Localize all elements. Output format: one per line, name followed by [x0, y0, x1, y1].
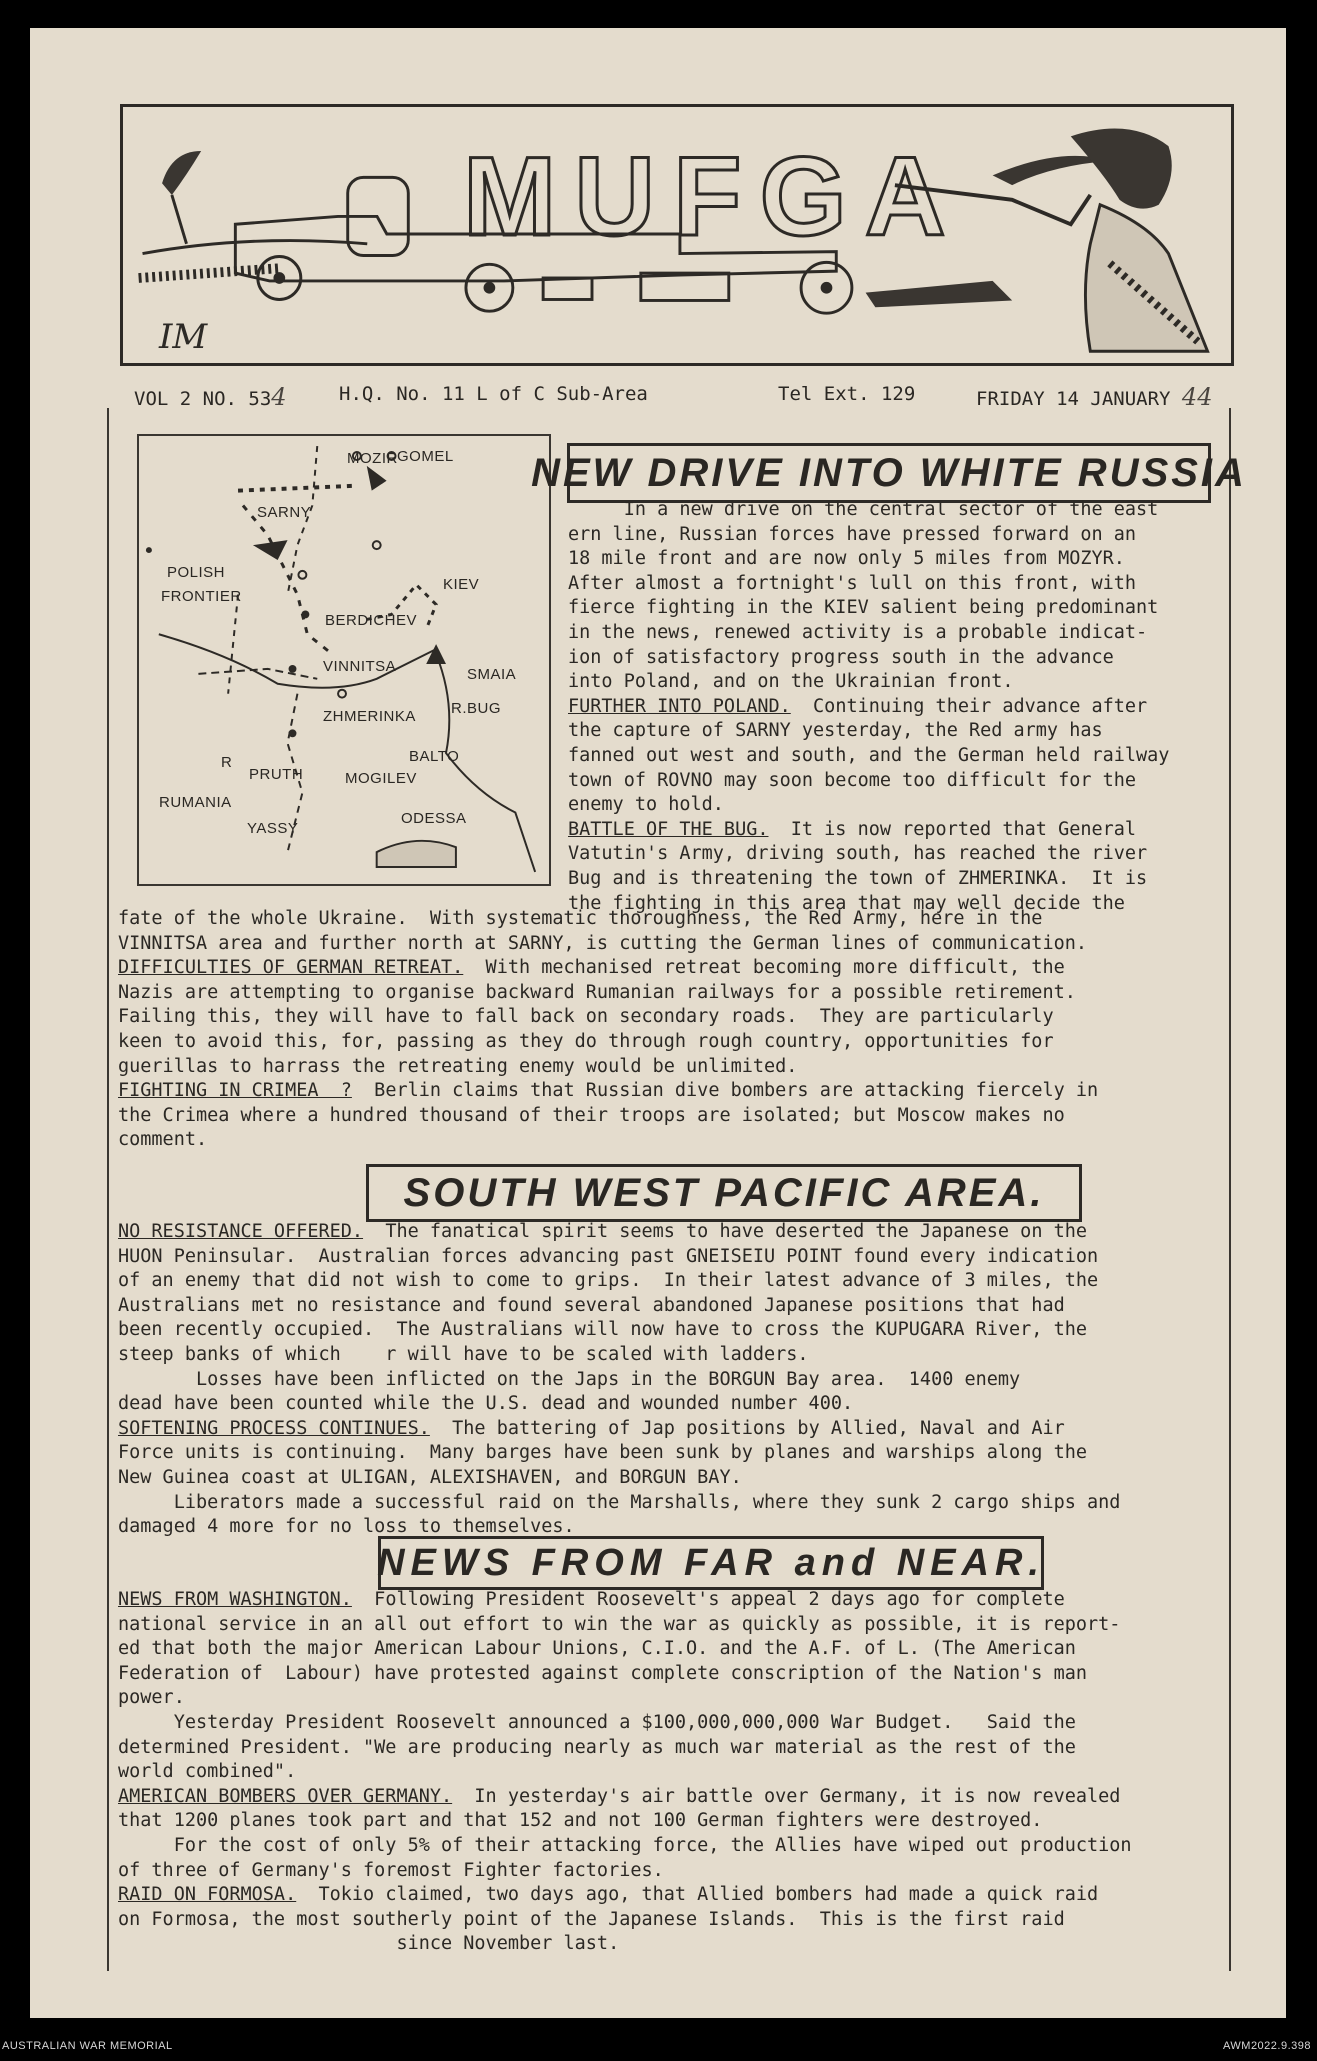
- map-label-zhmerinka: ZHMERINKA: [323, 708, 416, 725]
- map-label-polish: POLISH: [167, 564, 226, 581]
- story3-body: NEWS FROM WASHINGTON. Following President Roosevelt's appeal 2 days ago for complete national service in an all out effort to win the war as quickly as possible, it is report- ed that both the major American Labour Unions, C.I.O. and the A.F. of L. (The American Federation of Labour) have protested against complete conscription of the Nation's man power. Yesterday President Roosevelt announced a $100,000,000,000 War Budget. Said the determined President. "We are producing nearly as much war material as the rest of the world combined". AMERICAN BOMBERS OVER GERMANY. In yesterday's air battle over Germany, it is now revealed that 1200 planes took part and that 152 and not 100 German fighters were destroyed. For the cost of only 5% of their attacking force, the Allies have wiped out production of three of Germany's foremost Fighter factories. RAID ON FORMOSA. Tokio claimed, two days ago, that Allied bombers had made a quick raid on Formosa, the most southerly point of the Japanese Islands. This is the first raid since November last.: [118, 1589, 1132, 1955]
- artist-initials: IM: [159, 317, 208, 357]
- subhead-news-from-washington: NEWS FROM WASHINGTON.: [118, 1589, 352, 1610]
- map-label-berdichev: BERDICHEV: [325, 612, 418, 629]
- map-label-mogilev: MOGILEV: [345, 770, 417, 787]
- map-label-smaia: SMAIA: [467, 666, 517, 683]
- map-label-mozir: MOZIR: [347, 450, 398, 467]
- telephone-extension: Tel Ext. 129: [778, 383, 916, 405]
- eastern-front-map: [137, 434, 551, 886]
- subhead-raid-on-formosa: RAID ON FORMOSA.: [118, 1884, 297, 1906]
- subhead-no-resistance: NO RESISTANCE OFFERED.: [118, 1221, 364, 1242]
- map-label-sarny: SARNY: [257, 504, 312, 521]
- archive-reference: AWM2022.9.398: [1222, 2040, 1311, 2052]
- map-label-odessa: ODESSA: [401, 810, 467, 827]
- map-label-yassy: YASSY: [247, 820, 299, 837]
- map-label-frontier: FRONTIER: [161, 588, 242, 605]
- volume-number: VOL 2 NO. 534: [134, 383, 287, 411]
- subhead-softening-process: SOFTENING PROCESS CONTINUES.: [118, 1417, 430, 1439]
- subhead-german-retreat: DIFFICULTIES OF GERMAN RETREAT.: [118, 957, 464, 979]
- map-label-river: R: [221, 754, 233, 771]
- map-label-river-bug: R.BUG: [451, 700, 502, 717]
- map-label-balto: BALTO: [409, 748, 460, 765]
- map-label-vinnitsa: VINNITSA: [323, 658, 397, 675]
- map-label-gomel: GOMEL: [397, 448, 454, 465]
- map-label-pruth: PRUTH: [249, 766, 304, 783]
- map-label-rumania: RUMANIA: [159, 794, 232, 811]
- issue-date: FRIDAY 14 JANUARY 44: [976, 383, 1213, 411]
- headquarters-line: H.Q. No. 11 L of C Sub-Area: [339, 383, 648, 405]
- headline-white-russia: NEW DRIVE INTO WHITE RUSSIA: [567, 443, 1211, 503]
- archive-credit: AUSTRALIAN WAR MEMORIAL: [2, 2040, 173, 2052]
- story2-body: NO RESISTANCE OFFERED. The fanatical spirit seems to have deserted the Japanese on the HUON Peninsular. Australian forces advancing past GNEISEIU POINT found every indication of an enemy that did not wish to come to grips. In their latest advance of 3 miles, the Australians met no resistance and found several abandoned Japanese positions that had been recently occupied. The Australians will now have to cross the KUPUGARA River, the steep banks of which r will have to be scaled with ladders. Losses have been inflicted on the Japs in the BORGUN Bay area. 1400 enemy dead have been counted while the U.S. dead and wounded number 400. SOFTENING PROCESS CONTINUES. The battering of Jap positions by Allied, Naval and Air Force units is continuing. Many barges have been sunk by planes and warships along the New Guinea coast at ULIGAN, ALEXISHAVEN, and BORGUN BAY. Liberators made a successful raid on the Marshalls, where they sunk 2 cargo ships and damaged 4 more for no loss to themselves.: [118, 1221, 1121, 1538]
- headline-news-far-near: NEWS FROM FAR and NEAR.: [378, 1536, 1044, 1590]
- map-label-kiev: KIEV: [443, 576, 480, 593]
- newspaper-title: MUFGA: [463, 134, 964, 259]
- story1-paragraph-1: In a new drive on the central sector of the east ern line, Russian forces have pressed forward on an 18 mile front and are now only 5 miles from MOZYR. After almost a fortnight's lull on this front, with fierce fighting in the KIEV salient being predominant in the news, renewed activity is a probable indicat- ion of satisfactory progress south in the advance into Poland, and on the Ukrainian front. FURTHER INTO POLAND. Continuing their advance after the capture of SARNY yesterday, the Red army has fanned out west and south, and the German held railway town of ROVNO may soon become too difficult for the enemy to hold. BATTLE OF THE BUG. It is now reported that General Vatutin's Army, driving south, has reached the river Bug and is threatening the town of ZHMERINKA. It is the fighting in this area that may well decide the: [568, 499, 1170, 914]
- headline-south-west-pacific: SOUTH WEST PACIFIC AREA.: [366, 1164, 1082, 1222]
- story1-paragraph-wide: fate of the whole Ukraine. With systematic thoroughness, the Red Army, here in the VINNITSA area and further north at SARNY, is cutting the German lines of communication. DIFFICULTIES OF GERMAN RETREAT. With mechanised retreat becoming more difficult, the Nazis are attempting to organise backward Rumanian railways for a possible retirement. Failing this, they will have to fall back on secondary roads. They are particularly keen to avoid this, for, passing as they do through rough country, opportunities for guerillas to harrass the retreating enemy would be unlimited. FIGHTING IN CRIMEA ? Berlin claims that Russian dive bombers are attacking fiercely in the Crimea where a hundred thousand of their troops are isolated; but Moscow makes no comment.: [118, 908, 1099, 1151]
- masthead: [120, 104, 1234, 366]
- subhead-fighting-in-crimea: FIGHTING IN CRIMEA ?: [118, 1080, 352, 1102]
- subhead-american-bombers: AMERICAN BOMBERS OVER GERMANY.: [118, 1785, 453, 1807]
- subhead-further-into-poland: FURTHER INTO POLAND.: [568, 695, 791, 717]
- subhead-battle-of-the-bug: BATTLE OF THE BUG.: [568, 818, 769, 840]
